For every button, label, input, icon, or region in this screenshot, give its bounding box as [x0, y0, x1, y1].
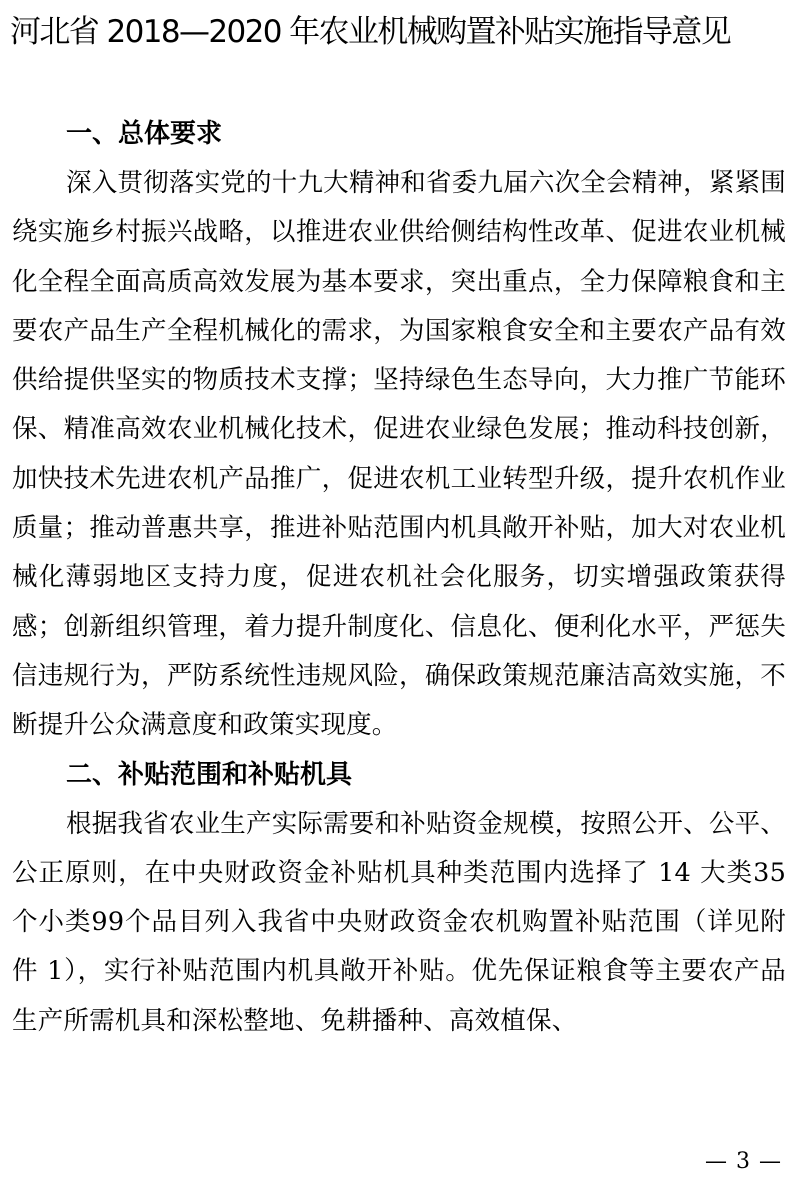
- section-heading-subsidy-scope: 二、补贴范围和补贴机具: [66, 759, 353, 790]
- section-paragraph-subsidy-scope: 根据我省农业生产实际需要和补贴资金规模，按照公开、公平、公正原则，在中央财政资金补贴机具种类范围内选择了 14 大类35个小类99个品目列入我省中央财政资金农机购置补贴范围（详见附件 1），实行补贴范围内机具敞开补贴。优先保证粮食等主要农产品生产所需机具和深松整地、免耕播种、高效植保、: [12, 808, 786, 1036]
- section-paragraph-general-requirements: 深入贯彻落实党的十九大精神和省委九届六次全会精神，紧紧围绕实施乡村振兴战略，以推进农业供给侧结构性改革、促进农业机械化全程全面高质高效发展为基本要求，突出重点，全力保障粮食和主要农产品生产全程机械化的需求，为国家粮食安全和主要农产品有效供给提供坚实的物质技术支撑；坚持绿色生态导向，大力推广节能环保、精准高效农业机械化技术，促进农业绿色发展；推动科技创新，加快技术先进农机产品推广，促进农机工业转型升级，提升农机作业质量；推动普惠共享，推进补贴范围内机具敞开补贴，加大对农业机械化薄弱地区支持力度，促进农机社会化服务，切实增强政策获得感；创新组织管理，着力提升制度化、信息化、便利化水平，严惩失信违规行为，严防系统性违规风险，确保政策规范廉洁高效实施，不断提升公众满意度和政策实现度。: [12, 168, 786, 741]
- document-title: 河北省 2018—2020 年农业机械购置补贴实施指导意见: [10, 14, 731, 50]
- section-heading-general-requirements: 一、总体要求: [66, 119, 223, 149]
- page-number: — 3 —: [705, 1149, 782, 1174]
- document-body: [12, 110, 786, 1046]
